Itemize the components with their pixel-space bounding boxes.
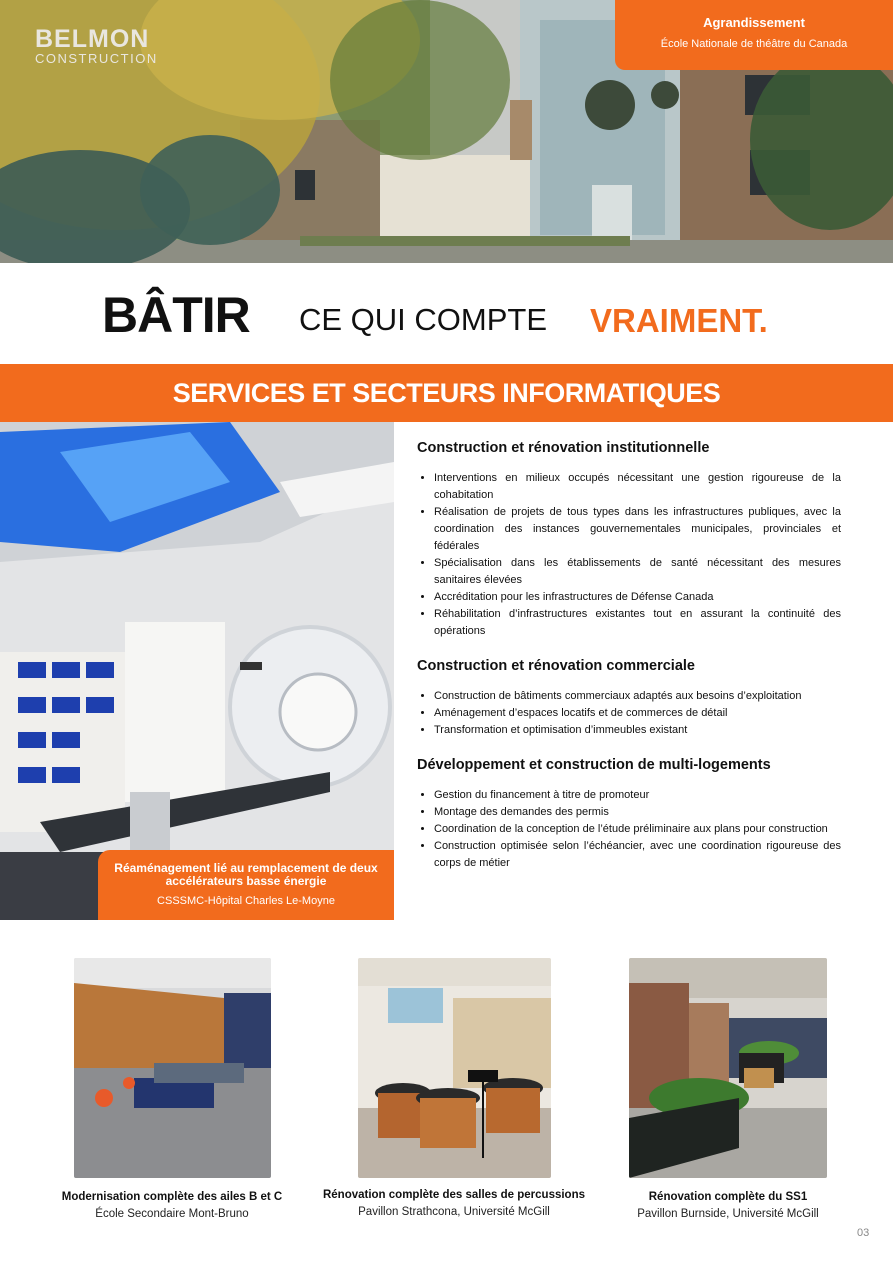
service-list: [417, 470, 841, 640]
gallery-caption-subtitle: Pavillon Burnside, Université McGill: [637, 1208, 819, 1220]
service-item: • Aménagement d’espaces locatifs et de commerces de détail: [434, 705, 841, 722]
service-item: • Réhabilitation d’infrastructures existantes tout en assurant la continuité des opérations: [434, 606, 841, 640]
gallery-caption-1: [22, 1191, 322, 1220]
main-photo-caption-title: Réaménagement lié au remplacement de deux accélérateurs basse énergie: [114, 861, 378, 888]
company-logo: [35, 26, 158, 66]
service-item: • Gestion du financement à titre de promoteur: [434, 787, 841, 804]
gallery-caption-3: [578, 1191, 878, 1220]
logo-line-2: CONSTRUCTION: [35, 51, 158, 66]
service-item: • Coordination de la conception de l’étude préliminaire aux plans pour construction: [434, 821, 841, 838]
main-project-photo: [0, 422, 394, 920]
section-title: SERVICES ET SECTEURS INFORMATIQUES: [0, 364, 893, 422]
tagline-part-1: BÂTIR: [102, 287, 250, 343]
page-number: 03: [857, 1227, 870, 1239]
gallery-photo-school: [74, 958, 271, 1178]
gallery-caption-2: [304, 1189, 604, 1218]
service-heading: Développement et construction de multi-logements: [417, 757, 771, 773]
tagline-part-2: CE QUI COMPTE: [299, 302, 548, 337]
service-item: • Spécialisation dans les établissements de santé nécessitant des mesures sanitaires élevées: [434, 555, 841, 589]
percussion-room-illustration: [358, 958, 551, 1178]
service-section-multi-housing: [417, 757, 841, 872]
gallery-caption-subtitle: École Secondaire Mont-Bruno: [95, 1208, 249, 1220]
corridor-planters-illustration: [629, 958, 827, 1178]
service-heading: Construction et rénovation institutionnelle: [417, 440, 710, 456]
gallery-caption-subtitle: Pavillon Strathcona, Université McGill: [358, 1206, 550, 1218]
service-item: • Réalisation de projets de tous types dans les infrastructures publiques, avec la coordination des instances gouvernementales municipales, provinciales et fédérales: [434, 504, 841, 555]
gallery-caption-title: Rénovation complète du SS1: [648, 1191, 808, 1203]
gallery-caption-title: Rénovation complète des salles de percussions: [322, 1189, 586, 1201]
service-item: • Transformation et optimisation d’immeubles existant: [434, 722, 841, 739]
school-lounge-illustration: [74, 958, 271, 1178]
service-list: [417, 688, 841, 739]
service-item: • Montage des demandes des permis: [434, 804, 841, 821]
services-column: [417, 440, 841, 890]
hero-badge-title: Agrandissement: [703, 15, 805, 30]
hero-project-badge: [615, 0, 893, 70]
service-item: • Accréditation pour les infrastructures de Défense Canada: [434, 589, 841, 606]
service-section-commercial: [417, 658, 841, 739]
radiotherapy-room-illustration: [0, 422, 394, 920]
hero-photo: [0, 0, 893, 263]
main-photo-caption: [98, 850, 394, 920]
service-item: • Interventions en milieux occupés nécessitant une gestion rigoureuse de la cohabitation: [434, 470, 841, 504]
service-item: • Construction de bâtiments commerciaux adaptés aux besoins d’exploitation: [434, 688, 841, 705]
gallery-photo-ss1: [629, 958, 827, 1178]
gallery-caption-title: Modernisation complète des ailes B et C: [61, 1191, 283, 1203]
service-item: • Construction optimisée selon l’échéancier, avec une coordination rigoureuse des corps de métier: [434, 838, 841, 872]
tagline-part-3: VRAIMENT.: [590, 302, 768, 339]
logo-line-1: BELMON: [35, 25, 150, 53]
service-section-institutional: [417, 440, 841, 640]
service-list: [417, 787, 841, 872]
hero-badge-subtitle: École Nationale de théâtre du Canada: [660, 38, 848, 50]
service-heading: Construction et rénovation commerciale: [417, 658, 695, 674]
gallery-photo-percussion: [358, 958, 551, 1178]
main-photo-caption-subtitle: CSSSMC-Hôpital Charles Le-Moyne: [157, 895, 335, 907]
